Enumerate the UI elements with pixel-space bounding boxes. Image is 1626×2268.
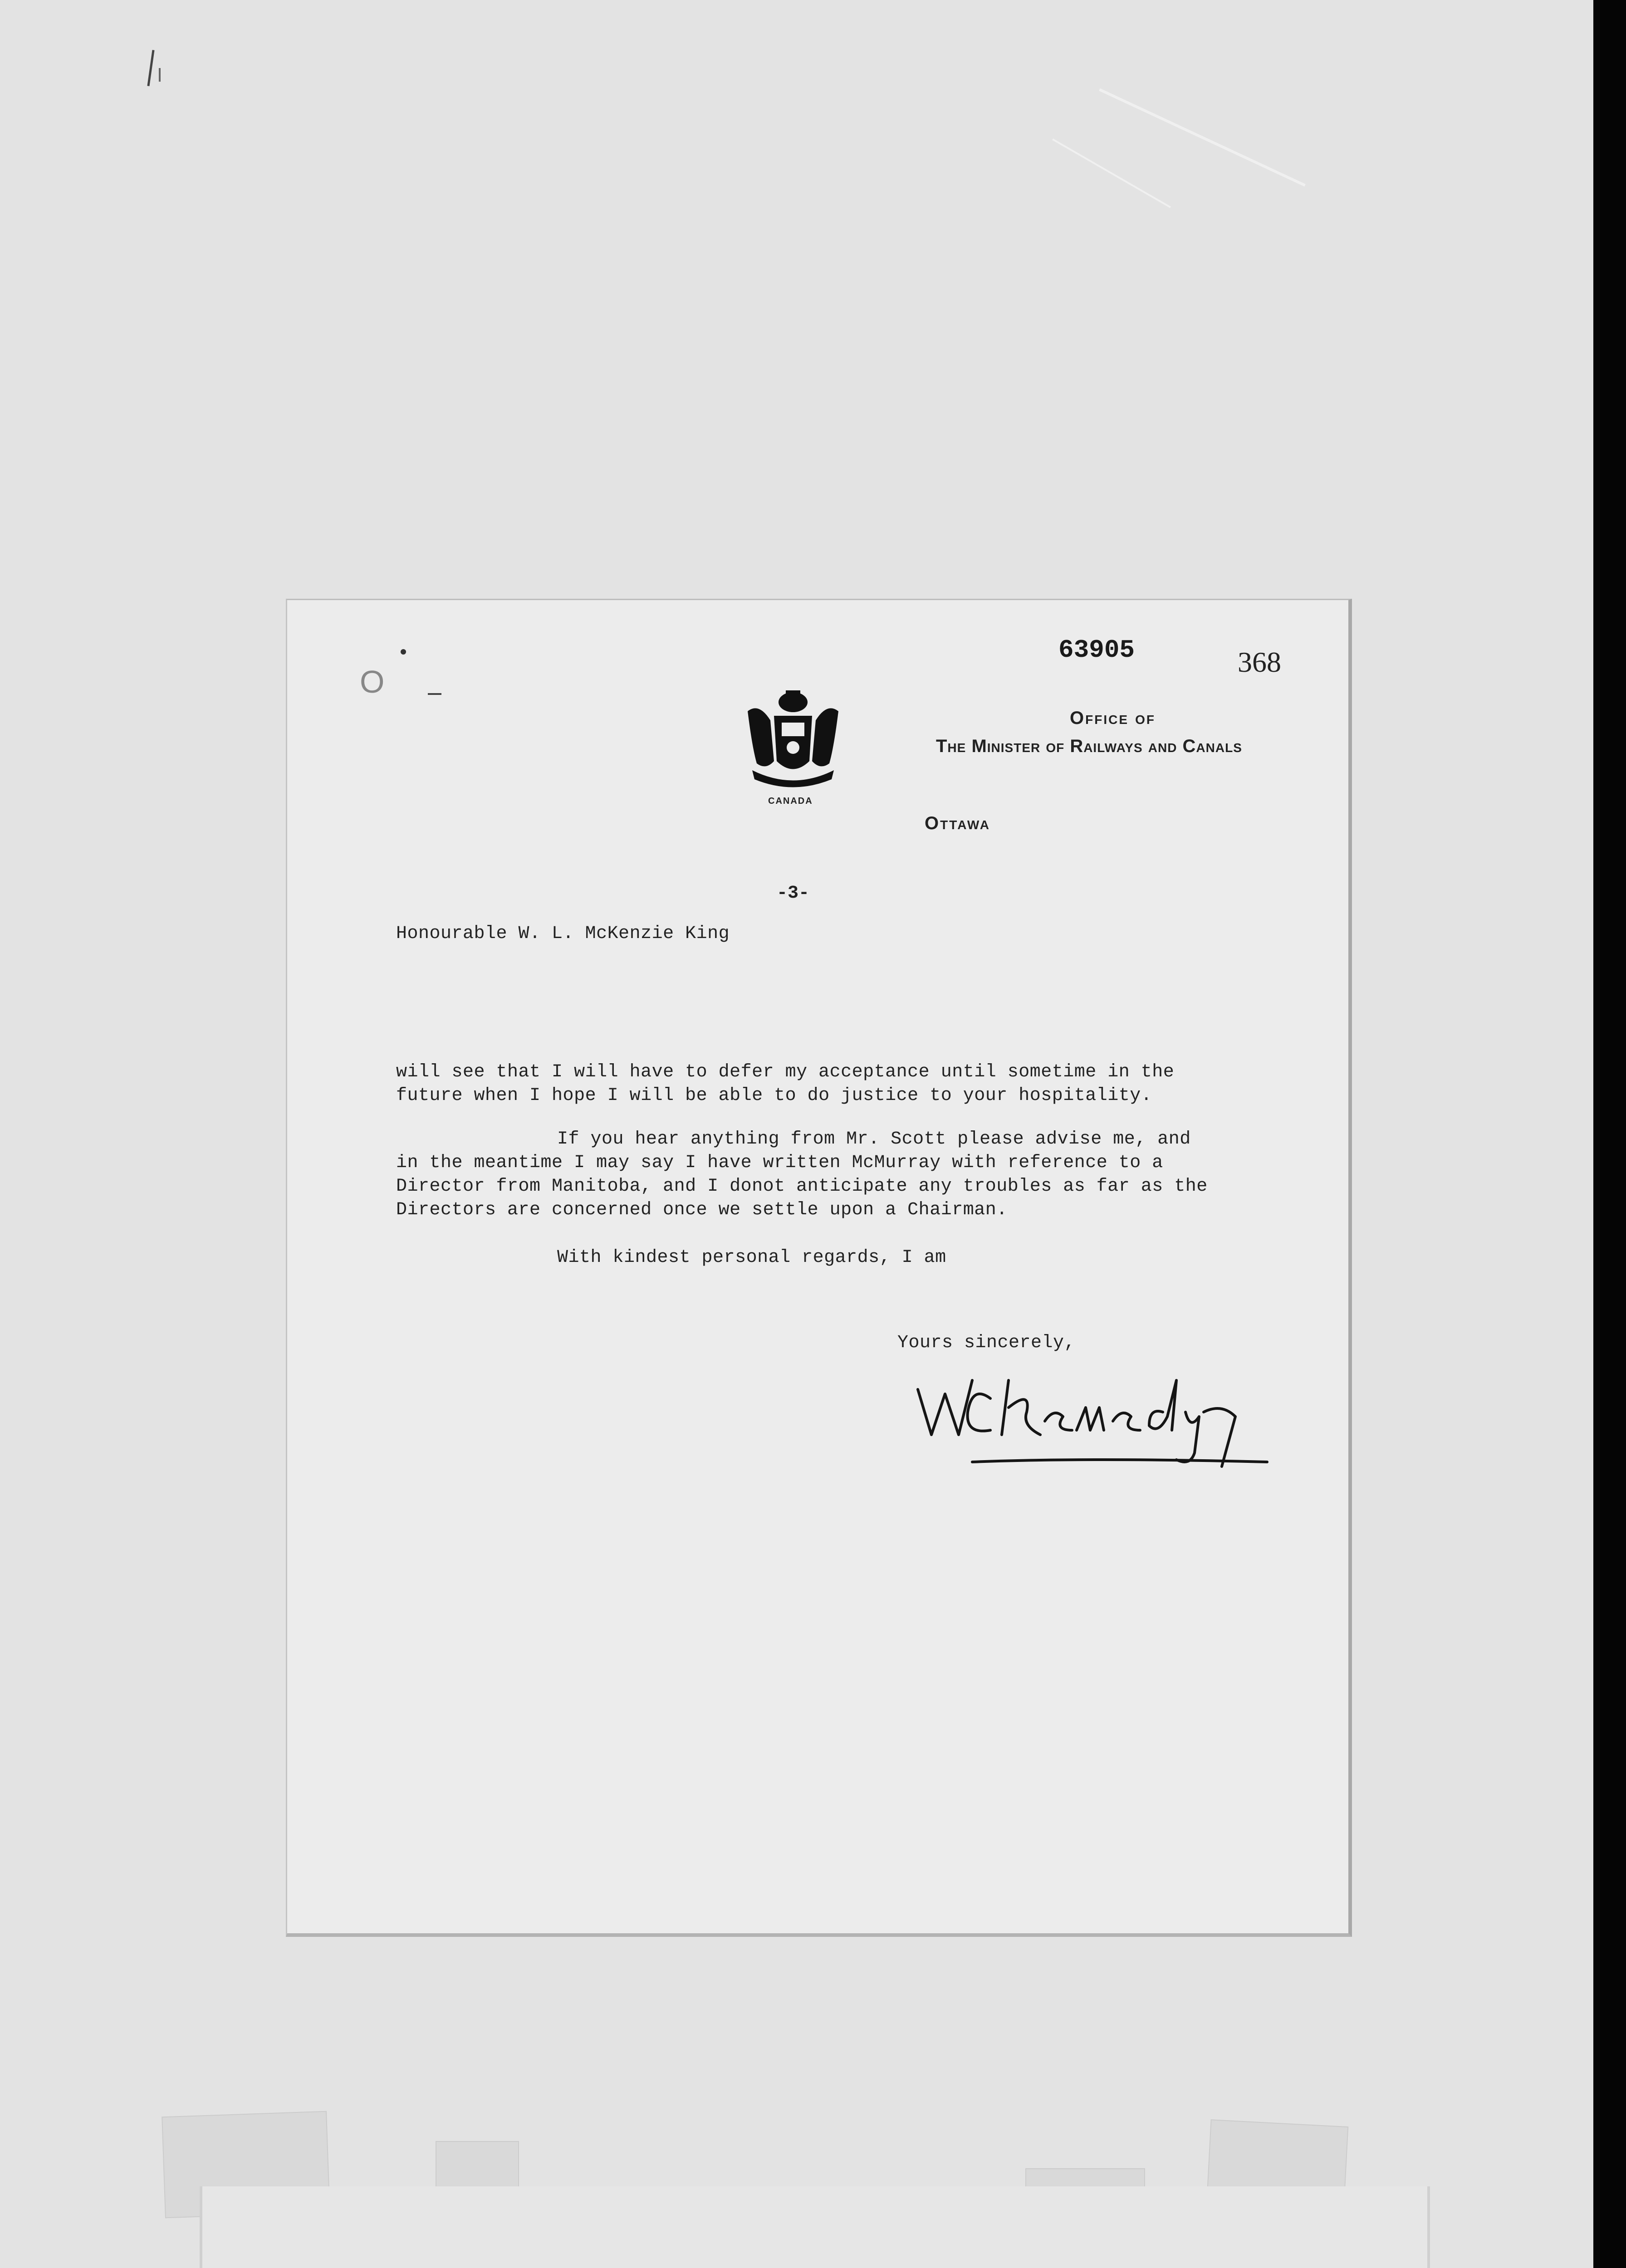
addressee: Honourable W. L. McKenzie King (396, 924, 730, 944)
corner-mark (159, 68, 161, 82)
letterhead-minister: The Minister of Railways and Canals (936, 736, 1242, 756)
stray-dash (428, 693, 441, 695)
coat-of-arms-icon (739, 684, 847, 797)
film-scratch (1099, 88, 1306, 187)
body-line: If you hear anything from Mr. Scott please advise me, and (557, 1129, 1191, 1149)
film-scratch (1052, 138, 1171, 208)
closing: Yours sincerely, (897, 1333, 1076, 1353)
stray-dot (401, 649, 406, 655)
corner-mark (147, 50, 154, 86)
body-line: Directors are concerned once we settle upon a Chairman. (396, 1200, 1008, 1220)
archive-card (200, 2186, 1430, 2268)
body-line: Director from Manitoba, and I donot anticipate any troubles as far as the (396, 1176, 1208, 1197)
body-line: will see that I will have to defer my acceptance until sometime in the (396, 1062, 1175, 1082)
stray-mark: O (360, 664, 385, 699)
document-number: 63905 (1058, 635, 1135, 665)
archive-stamp-area (163, 2096, 1456, 2268)
letterhead-office: Office of (1070, 708, 1156, 728)
body-line: in the meantime I may say I have written McMurray with reference to a (396, 1153, 1163, 1173)
crest-caption: CANADA (768, 796, 813, 806)
signature (904, 1362, 1281, 1471)
film-edge (1593, 0, 1626, 2268)
letterhead-city: Ottawa (925, 813, 991, 833)
letter-page (286, 599, 1352, 1937)
body-line: future when I hope I will be able to do justice to your hospitality. (396, 1085, 1152, 1106)
archive-page-number: 368 (1238, 646, 1281, 678)
body-line: With kindest personal regards, I am (557, 1247, 946, 1268)
page-label: -3- (777, 883, 810, 904)
